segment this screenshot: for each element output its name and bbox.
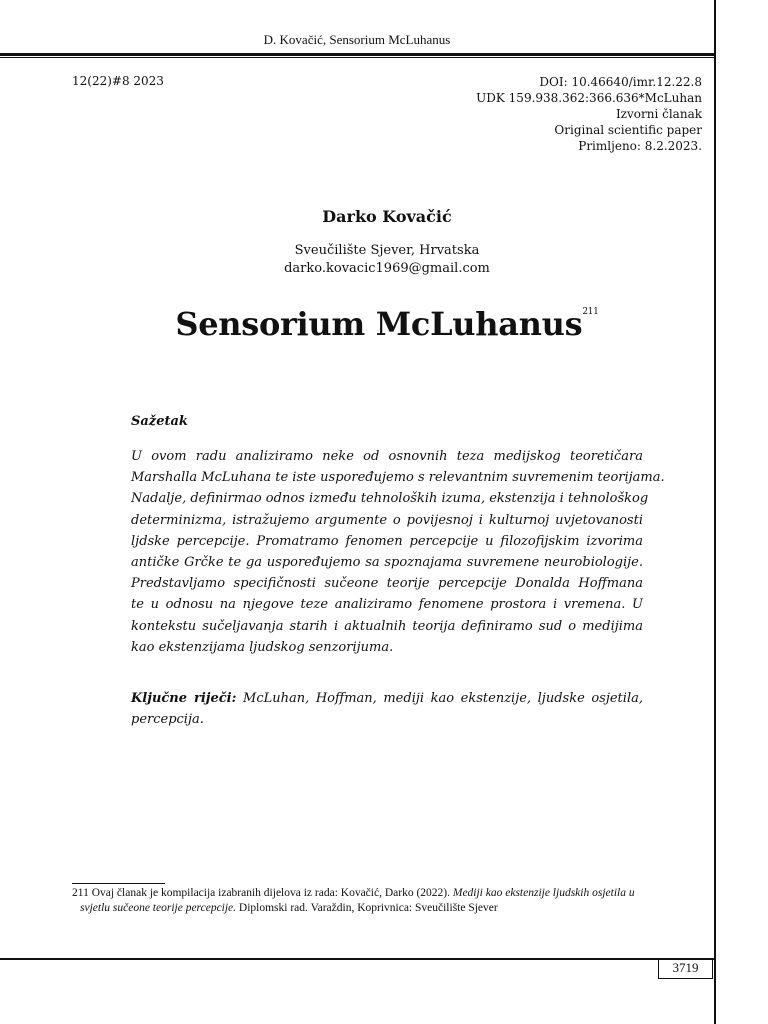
affiliation: Sveučilište Sjever, Hrvatska [294,243,480,258]
keywords-line-1 [131,688,643,709]
author-name: Darko Kovačić [322,207,452,226]
abstract-line: kontekstu sučeljavanja starih i aktualnih teorija definiramo sud o medijima [131,618,643,634]
issue-number: 12(22)#8 2023 [72,74,164,88]
running-head: D. Kovačić, Sensorium McLuhanus [263,32,451,47]
article-metadata [476,74,702,154]
footnote-line-1 [72,886,704,901]
footer-rule [0,958,714,960]
article-title: Sensorium McLuhanus [175,305,583,343]
article-title-block [0,305,768,343]
abstract-line: determinizma, istražujemo argumente o povijesnoj i kulturnoj uvjetovanosti [131,512,643,528]
footnote-line-2 [72,901,704,916]
abstract-line: Predstavljamo specifičnosti sučeone teorije percepcije Donalda Hoffmana [131,576,643,592]
right-margin-line [714,0,716,1024]
author-affiliation-block [0,242,768,278]
udk: UDK 159.938.362:366.636*McLuhan [476,91,702,105]
abstract-line: kao ekstenzijama ljudskog senzorijuma. [131,639,394,655]
keywords-line-2: percepcija. [131,712,204,728]
title-footnote-ref: 211 [582,307,599,317]
abstract-line: ljdske percepcije. Promatramo fenomen percepcije u filozofijskim izvorima [131,533,643,549]
author-email: darko.kovacic1969@gmail.com [284,261,490,276]
page-number: 3719 [658,958,713,979]
footnote [72,886,704,916]
abstract-line: U ovom radu analiziramo neke od osnovnih teza medijskog teoretičara [131,449,643,464]
abstract-body [131,446,665,658]
footnote-title-part-2: svjetlu sučeone teorije percepcije. [80,902,237,914]
doi: DOI: 10.46640/imr.12.22.8 [539,75,702,89]
abstract-line: antičke Grčke te ga uspoređujemo sa spoznajama suvremene neurobiologije. [131,555,643,571]
footnote-number: 211 [72,887,89,899]
header-rule-thick [0,53,714,56]
keywords-block [131,688,643,730]
footnote-title-part-1: Mediji kao ekstenzije ljudskih osjetila u [452,887,635,899]
article-type-hr: Izvorni članak [615,107,702,121]
footnote-rule [72,883,165,884]
footnote-text-end: Diplomski rad. Varaždin, Koprivnica: Sveučilište Sjever [238,902,498,914]
keywords-label: Ključne riječi: [131,691,237,706]
article-type-en: Original scientific paper [554,123,702,137]
abstract-line: te u odnosu na njegove teze analiziramo fenomene prostora i vremena. U [131,597,643,613]
received-date: Primljeno: 8.2.2023. [578,139,702,153]
header-rule-thin [0,57,714,58]
abstract-heading: Sažetak [131,414,188,429]
abstract-line: Marshalla McLuhana te iste uspoređujemo s relevantnim suvremenim teorijama. [131,470,665,486]
keywords-list: McLuhan, Hoffman, mediji kao ekstenzije, ljudske osjetila, [243,691,643,706]
footnote-text-start: Ovaj članak je kompilacija izabranih dijelova iz rada: Kovačić, Darko (2022). [91,887,450,899]
abstract-line: Nadalje, definirmao odnos između tehnoloških izuma, ekstenzija i tehnološkog [131,491,649,507]
